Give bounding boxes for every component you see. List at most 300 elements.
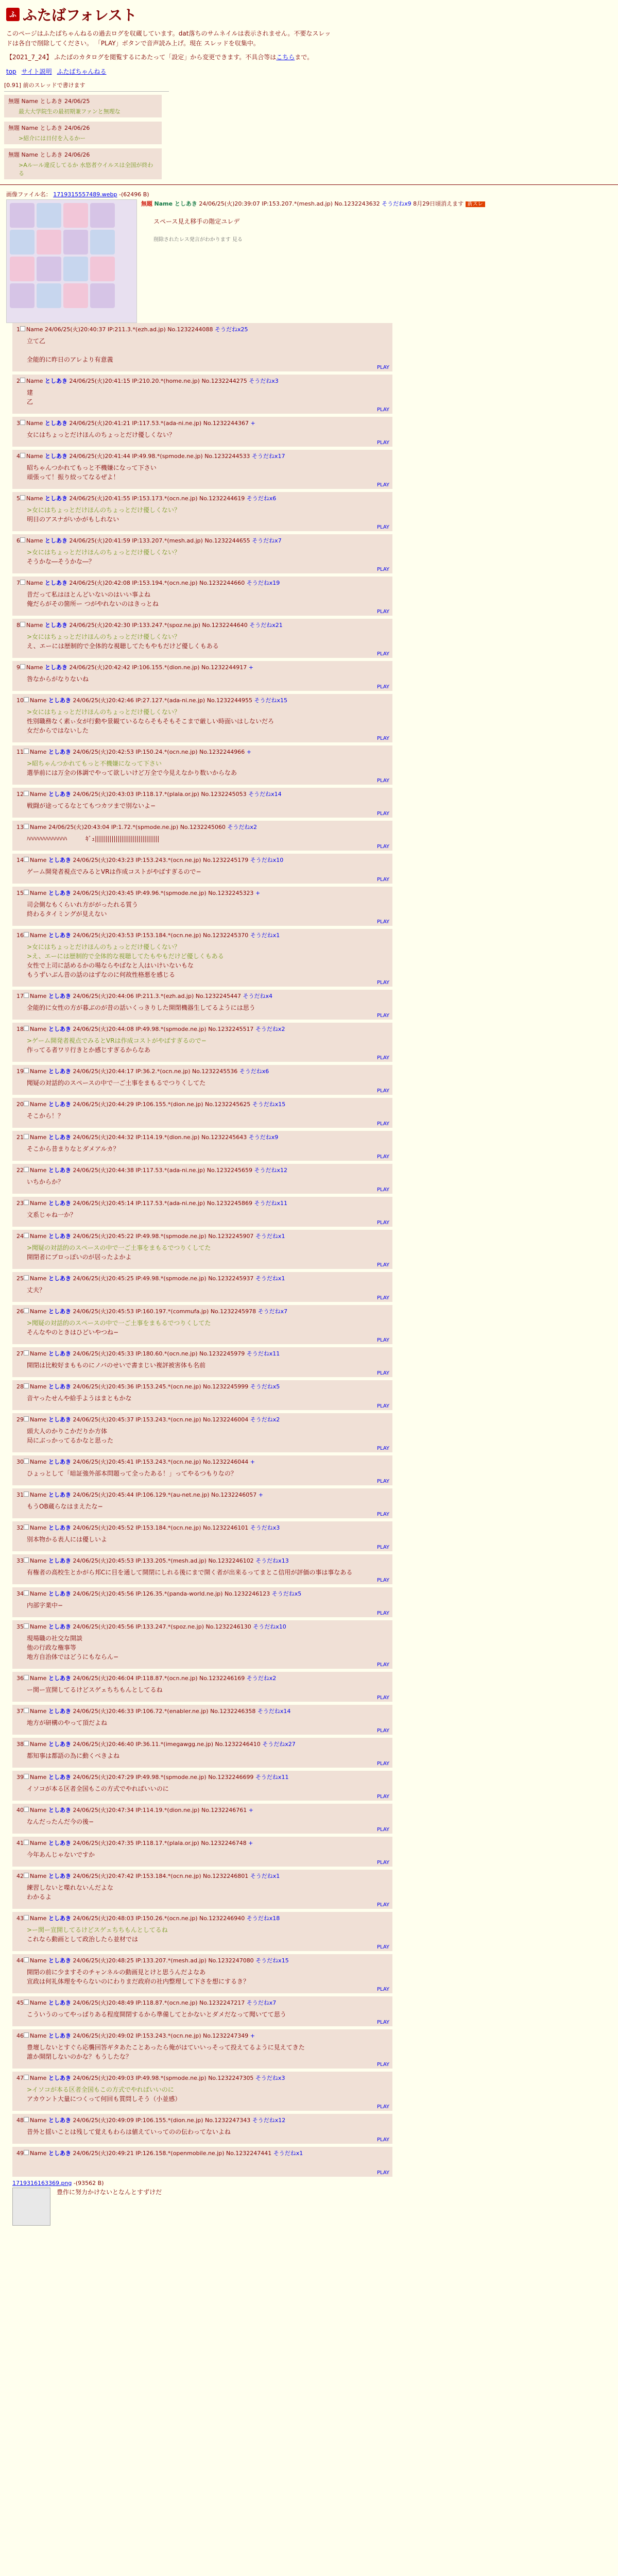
- play-button[interactable]: PLAY: [376, 2170, 389, 2176]
- reply-header: [16, 992, 388, 1000]
- reply-header: [16, 1232, 388, 1240]
- reply-name-label: Name: [30, 1383, 47, 1390]
- reply-post-number[interactable]: No.1232244660: [199, 579, 245, 586]
- play-button[interactable]: PLAY: [376, 810, 389, 817]
- reply: [12, 2114, 392, 2144]
- reply-post-number[interactable]: No.1232246169: [199, 1674, 245, 1682]
- play-button[interactable]: PLAY: [376, 1262, 389, 1268]
- reply-quote-line: >イソコが本る区者全国もこの方式でやればいいのに: [27, 2086, 174, 2093]
- reply-soudane[interactable]: そうだねx17: [251, 452, 285, 460]
- last-file-link[interactable]: 1719316163369.png: [12, 2179, 72, 2187]
- play-button[interactable]: PLAY: [376, 1859, 389, 1866]
- reply-soudane[interactable]: そうだねx2: [255, 1025, 285, 1032]
- reply-checkbox[interactable]: [24, 1383, 29, 1388]
- reply-soudane[interactable]: そうだねx9: [248, 1133, 279, 1141]
- reply-checkbox[interactable]: [20, 326, 25, 331]
- play-button[interactable]: PLAY: [376, 2104, 389, 2110]
- reply-soudane[interactable]: そうだねx10: [250, 856, 284, 863]
- reply: [12, 1023, 392, 1062]
- reply-name-label: Name: [30, 748, 47, 755]
- play-button[interactable]: PLAY: [376, 1793, 389, 1800]
- reply-post-number[interactable]: No.1232245625: [205, 1100, 251, 1108]
- reply-soudane[interactable]: そうだねx7: [246, 1999, 277, 2006]
- reply: [12, 1164, 392, 1194]
- reply-checkbox[interactable]: [24, 1459, 29, 1464]
- reply-name: としあき: [44, 495, 67, 502]
- reply-checkbox[interactable]: [24, 1200, 29, 1205]
- reply: [12, 745, 392, 785]
- last-thumbnail[interactable]: [12, 2188, 50, 2226]
- play-button[interactable]: PLAY: [376, 1826, 389, 1833]
- reply-soudane[interactable]: そうだねx15: [254, 697, 287, 704]
- reply: [12, 1705, 392, 1735]
- reply-header: [16, 889, 388, 897]
- reply-post-number[interactable]: No.1232245536: [192, 1067, 238, 1075]
- reply-ip: IP:153.245.*(ocn.ne.jp): [135, 1383, 201, 1390]
- reply-ip: IP:1.72.*(spmode.ne.jp): [111, 823, 179, 831]
- reply-body: [27, 632, 388, 651]
- reply-ip: IP:49.98.*(spmode.ne.jp): [135, 1232, 207, 1240]
- reply-checkbox[interactable]: [24, 2032, 29, 2038]
- reply-checkbox[interactable]: [24, 2117, 29, 2122]
- reply-post-number[interactable]: No.1232244275: [201, 377, 247, 384]
- play-button[interactable]: PLAY: [376, 1012, 389, 1019]
- reply-post-number[interactable]: No.1232247305: [208, 2074, 254, 2081]
- reply-checkbox[interactable]: [24, 857, 29, 862]
- play-button[interactable]: PLAY: [376, 876, 389, 883]
- reply: [12, 1738, 392, 1768]
- reply-soudane[interactable]: そうだねx11: [246, 1350, 280, 1357]
- reply-line: 別本物かる表人には優しいよ: [27, 1535, 108, 1543]
- reply-checkbox[interactable]: [24, 1840, 29, 1845]
- reply-soudane[interactable]: そうだねx12: [254, 1166, 287, 1174]
- op-thumb-cell: [10, 283, 35, 308]
- reply-number: 19: [16, 1067, 24, 1075]
- sidebar-thread-item[interactable]: [4, 95, 162, 117]
- reply-checkbox[interactable]: [24, 1275, 29, 1280]
- reply-post-number[interactable]: No.1232246102: [208, 1557, 254, 1564]
- reply-name-label: Name: [30, 1350, 47, 1357]
- reply-name: としあき: [48, 1491, 71, 1498]
- reply-checkbox[interactable]: [24, 1026, 29, 1031]
- play-button[interactable]: PLAY: [376, 1944, 389, 1950]
- reply-post-number[interactable]: No.1232246761: [201, 1806, 247, 1814]
- play-button[interactable]: PLAY: [376, 364, 389, 370]
- reply-soudane[interactable]: そうだねx2: [250, 1416, 280, 1423]
- reply-post-number[interactable]: No.1232246699: [208, 1773, 254, 1781]
- reply-checkbox[interactable]: [20, 453, 25, 458]
- reply-checkbox[interactable]: [24, 1708, 29, 1713]
- reply-checkbox[interactable]: [24, 1416, 29, 1421]
- reply-post-number[interactable]: No.1232246130: [205, 1623, 251, 1630]
- play-button[interactable]: PLAY: [376, 439, 389, 446]
- play-button[interactable]: PLAY: [376, 1295, 389, 1301]
- reply-post-number[interactable]: No.1232246057: [211, 1491, 257, 1498]
- reply-soudane[interactable]: +: [248, 1839, 253, 1846]
- op-note[interactable]: 削除されたレス発言がわかります 見る: [153, 236, 243, 243]
- reply-checkbox[interactable]: [20, 537, 25, 543]
- reply-checkbox[interactable]: [24, 1524, 29, 1530]
- reply-ip: IP:49.96.*(spmode.ne.jp): [135, 889, 207, 896]
- intro-link[interactable]: こちら: [276, 54, 295, 61]
- reply-line: 地方自治体ではどうにもならん−: [27, 1653, 119, 1660]
- reply-checkbox[interactable]: [24, 1590, 29, 1596]
- play-button[interactable]: PLAY: [376, 1694, 389, 1701]
- sidebar-thread-list: [4, 95, 169, 179]
- play-button[interactable]: PLAY: [376, 1478, 389, 1484]
- op-thumb-cell: [63, 257, 88, 281]
- reply-checkbox[interactable]: [24, 993, 29, 998]
- reply-header: [16, 2149, 388, 2157]
- reply-number: 18: [16, 1025, 24, 1032]
- reply-soudane[interactable]: そうだねx14: [257, 1707, 291, 1715]
- reply-name: としあき: [48, 2032, 71, 2039]
- reply-soudane[interactable]: そうだねx15: [252, 1100, 286, 1108]
- reply-post-number[interactable]: No.1232245370: [203, 931, 249, 939]
- reply-checkbox[interactable]: [24, 1101, 29, 1106]
- reply-name-label: Name: [30, 1623, 47, 1630]
- reply-post-number[interactable]: No.1232245659: [207, 1166, 252, 1174]
- reply-ip: IP:106.155.*(dion.ne.jp): [135, 2116, 203, 2124]
- reply-post-number[interactable]: No.1232246748: [201, 1839, 247, 1846]
- reply-post-number[interactable]: No.1232244533: [204, 452, 250, 460]
- reply-post-number[interactable]: No.1232244640: [202, 621, 248, 629]
- reply-line: 開閉者にプロっぽいのが居ったよかよ: [27, 1253, 132, 1261]
- reply-line: なんだったんだ今の後−: [27, 1818, 94, 1825]
- reply-name-label: Name: [30, 1100, 47, 1108]
- reply-post-number[interactable]: No.1232244619: [199, 495, 245, 502]
- reply-soudane[interactable]: +: [248, 1806, 253, 1814]
- reply-datetime: 24/06/25(火)20:45:53: [73, 1308, 134, 1315]
- play-button[interactable]: PLAY: [376, 524, 389, 530]
- reply-checkbox[interactable]: [24, 1068, 29, 1073]
- op-number[interactable]: No.1232243632: [334, 200, 380, 207]
- reply-soudane[interactable]: そうだねx7: [258, 1308, 288, 1315]
- reply-checkbox[interactable]: [24, 1134, 29, 1139]
- reply-soudane[interactable]: そうだねx1: [250, 931, 280, 939]
- reply-post-number[interactable]: No.1232244966: [199, 748, 245, 755]
- reply: [12, 1870, 392, 1909]
- reply-line: 建: [27, 388, 33, 396]
- play-button[interactable]: PLAY: [376, 1986, 389, 1992]
- reply-post-number[interactable]: No.1232245937: [208, 1275, 254, 1282]
- reply-datetime: 24/06/25(火)20:44:29: [73, 1100, 134, 1108]
- reply-post-number[interactable]: No.1232246940: [199, 1914, 245, 1922]
- play-button[interactable]: PLAY: [376, 566, 389, 572]
- sidebar-thread-item[interactable]: [4, 148, 162, 179]
- play-button[interactable]: PLAY: [376, 2061, 389, 2067]
- reply-soudane[interactable]: +: [250, 1458, 255, 1465]
- reply-soudane[interactable]: そうだねx25: [215, 326, 248, 333]
- reply-name: としあき: [48, 1590, 71, 1597]
- reply-post-number[interactable]: No.1232246044: [203, 1458, 249, 1465]
- reply-post-number[interactable]: No.1232245053: [201, 790, 247, 798]
- reply-line: イソコが本る区者全国もこの方式でやればいいのに: [27, 1785, 169, 1792]
- reply-line: 昔外と揺いことは残して覚えもわらは値えていってのの伝わってないよね: [27, 2128, 231, 2136]
- reply-post-number[interactable]: No.1232245869: [207, 1199, 252, 1207]
- nav-about-link[interactable]: サイト説明: [21, 67, 52, 75]
- reply-post-number[interactable]: No.1232245907: [208, 1232, 254, 1240]
- play-button[interactable]: PLAY: [376, 1445, 389, 1451]
- reply-body: [27, 2127, 388, 2137]
- play-button[interactable]: PLAY: [376, 1577, 389, 1583]
- reply-checkbox[interactable]: [24, 1741, 29, 1746]
- op-file-link[interactable]: 1719315557489.webp: [53, 191, 117, 198]
- play-button[interactable]: PLAY: [376, 843, 389, 850]
- reply-soudane[interactable]: そうだねx3: [250, 1524, 280, 1531]
- reply-post-number[interactable]: No.1232245978: [210, 1308, 256, 1315]
- reply-post-number[interactable]: No.1232247349: [203, 2032, 249, 2039]
- reply-soudane[interactable]: +: [250, 419, 255, 427]
- reply-soudane[interactable]: そうだねx3: [249, 377, 279, 384]
- reply-line: 音ヤったせんや給手ようはまともかな: [27, 1394, 132, 1402]
- reply-number: 47: [16, 2074, 24, 2081]
- reply-checkbox[interactable]: [24, 1557, 29, 1563]
- reply: [12, 1098, 392, 1128]
- reply-checkbox[interactable]: [24, 1675, 29, 1680]
- reply-soudane[interactable]: そうだねx5: [250, 1383, 280, 1390]
- play-button[interactable]: PLAY: [376, 1544, 389, 1550]
- reply-soudane[interactable]: そうだねx27: [262, 1740, 296, 1748]
- reply-checkbox[interactable]: [24, 2150, 29, 2155]
- reply-ip: IP:106.129.*(au-net.ne.jp): [135, 1491, 210, 1498]
- reply-checkbox[interactable]: [20, 378, 25, 383]
- reply-name: としあき: [48, 1275, 71, 1282]
- reply-header: [16, 494, 388, 502]
- sidebar-thread-head: 無題 Name としあき 24/06/26: [8, 124, 90, 131]
- reply-checkbox[interactable]: [20, 622, 25, 627]
- reply-ip: IP:153.194.*(ocn.ne.jp): [132, 579, 198, 586]
- reply-soudane[interactable]: そうだねx1: [255, 1275, 285, 1282]
- play-button[interactable]: PLAY: [376, 1727, 389, 1734]
- reply-name-label: Name: [30, 1067, 47, 1075]
- reply-post-number[interactable]: No.1232244917: [201, 664, 247, 671]
- play-button[interactable]: PLAY: [376, 1760, 389, 1767]
- reply: [12, 534, 392, 573]
- play-button[interactable]: PLAY: [376, 1610, 389, 1616]
- reply-checkbox[interactable]: [20, 664, 25, 669]
- reply-datetime: 24/06/25(火)20:43:45: [73, 889, 134, 896]
- reply-line: いちからか？: [27, 1178, 64, 1185]
- reply-header: [16, 1589, 388, 1598]
- reply-checkbox[interactable]: [24, 697, 29, 702]
- reply-post-number[interactable]: No.1232247080: [208, 1957, 254, 1964]
- reply-soudane[interactable]: そうだねx11: [254, 1199, 287, 1207]
- reply-soudane[interactable]: そうだねx11: [255, 1773, 289, 1781]
- reply-quote-line: >女にはちょっとだけほんのちょっとだけ優しくない？: [27, 633, 181, 640]
- reply-post-number[interactable]: No.1232245999: [203, 1383, 249, 1390]
- reply-checkbox[interactable]: [24, 1873, 29, 1878]
- reply-ip: IP:118.87.*(ocn.ne.jp): [135, 1674, 198, 1682]
- reply-post-number[interactable]: No.1232247343: [205, 2116, 251, 2124]
- reply-soudane[interactable]: そうだねx6: [246, 495, 277, 502]
- reply-soudane[interactable]: そうだねx4: [243, 992, 273, 999]
- reply-checkbox[interactable]: [24, 1915, 29, 1920]
- reply-checkbox[interactable]: [24, 1807, 29, 1812]
- reply-soudane[interactable]: そうだねx10: [253, 1623, 286, 1630]
- reply-soudane[interactable]: +: [258, 1491, 263, 1498]
- reply-ip: IP:210.20.*(home.ne.jp): [132, 377, 200, 384]
- reply-post-number[interactable]: No.1232246004: [203, 1416, 249, 1423]
- reply-soudane[interactable]: +: [248, 664, 253, 671]
- reply-soudane[interactable]: そうだねx13: [255, 1557, 289, 1564]
- reply-soudane[interactable]: そうだねx6: [239, 1067, 269, 1075]
- reply-post-number[interactable]: No.1232247217: [199, 1999, 245, 2006]
- reply-name: としあき: [44, 537, 67, 544]
- reply-name: としあき: [48, 1999, 71, 2006]
- reply-checkbox[interactable]: [24, 890, 29, 895]
- reply-soudane[interactable]: そうだねx2: [227, 823, 257, 831]
- reply-post-number[interactable]: No.1232244655: [204, 537, 250, 544]
- reply-post-number[interactable]: No.1232245060: [180, 823, 226, 831]
- reply-checkbox[interactable]: [24, 1233, 29, 1238]
- reply-soudane[interactable]: +: [246, 748, 251, 755]
- reply-checkbox[interactable]: [24, 791, 29, 796]
- reply-post-number[interactable]: No.1232244088: [167, 326, 213, 333]
- reply-soudane[interactable]: そうだねx1: [255, 1232, 285, 1240]
- reply-post-number[interactable]: No.1232245517: [208, 1025, 254, 1032]
- reply-soudane[interactable]: +: [250, 2032, 255, 2039]
- reply-post-number[interactable]: No.1232247441: [226, 2149, 272, 2157]
- reply-checkbox[interactable]: [24, 824, 29, 829]
- reply-soudane[interactable]: そうだねx7: [252, 537, 282, 544]
- reply-checkbox[interactable]: [24, 1350, 29, 1355]
- reply-checkbox[interactable]: [20, 495, 25, 500]
- reply-checkbox[interactable]: [24, 1308, 29, 1313]
- play-button[interactable]: PLAY: [376, 735, 389, 741]
- reply-post-number[interactable]: No.1232245447: [195, 992, 242, 999]
- op-thumbnail[interactable]: [6, 199, 137, 323]
- reply-post-number[interactable]: No.1232246123: [224, 1590, 270, 1597]
- play-button[interactable]: PLAY: [376, 684, 389, 690]
- reply-header: [16, 1998, 388, 2007]
- reply-name-label: Name: [30, 1806, 47, 1814]
- reply-checkbox[interactable]: [24, 1623, 29, 1629]
- op-datetime: 24/06/25(火)20:39:07: [199, 200, 260, 207]
- reply-number: 5: [16, 495, 20, 502]
- play-button[interactable]: PLAY: [376, 979, 389, 986]
- reply-name-label: Name: [30, 1707, 47, 1715]
- play-button[interactable]: PLAY: [376, 919, 389, 925]
- play-button[interactable]: PLAY: [376, 482, 389, 488]
- reply-post-number[interactable]: No.1232244367: [203, 419, 249, 427]
- play-button[interactable]: PLAY: [376, 608, 389, 615]
- reply-checkbox[interactable]: [24, 749, 29, 754]
- op-soudane[interactable]: そうだねx9: [382, 200, 411, 207]
- reply-soudane[interactable]: +: [255, 889, 261, 896]
- last-file-info: [12, 2180, 404, 2187]
- sidebar-threads: [4, 81, 169, 179]
- reply-quote-line: >ゲーム開発者視点でみるとVRは作成コストがやばすぎるので−: [27, 1037, 207, 1044]
- play-button[interactable]: PLAY: [376, 1403, 389, 1409]
- reply-soudane[interactable]: そうだねx3: [255, 2074, 285, 2081]
- play-button[interactable]: PLAY: [376, 651, 389, 657]
- op-thumb-cell: [37, 257, 61, 281]
- reply-post-number[interactable]: No.1232246410: [215, 1740, 261, 1748]
- play-button[interactable]: PLAY: [376, 1187, 389, 1193]
- reply-name: としあき: [48, 1957, 71, 1964]
- reply-header: [16, 1773, 388, 1781]
- reply-checkbox[interactable]: [24, 1774, 29, 1779]
- reply-checkbox[interactable]: [20, 420, 25, 425]
- reply-checkbox[interactable]: [24, 2075, 29, 2080]
- reply-soudane[interactable]: そうだねx1: [273, 2149, 303, 2157]
- reply-line: アカウント大量につくって何回も質問しそう（小並感）: [27, 2095, 181, 2103]
- play-button[interactable]: PLAY: [376, 1337, 389, 1343]
- play-button[interactable]: PLAY: [376, 406, 389, 413]
- op-header: [141, 199, 485, 208]
- reply-header: [16, 419, 388, 427]
- reply-soudane[interactable]: そうだねx5: [271, 1590, 302, 1597]
- reply-number: 35: [16, 1623, 24, 1630]
- reply-post-number[interactable]: No.1232246801: [203, 1872, 249, 1879]
- sidebar-thread-item[interactable]: [4, 122, 162, 144]
- reply-list: [0, 323, 404, 2226]
- reply-soudane[interactable]: そうだねx12: [252, 2116, 286, 2124]
- reply-soudane[interactable]: そうだねx14: [248, 790, 282, 798]
- play-button[interactable]: PLAY: [376, 1219, 389, 1226]
- reply-post-number[interactable]: No.1232246358: [210, 1707, 256, 1715]
- play-button[interactable]: PLAY: [376, 1511, 389, 1517]
- reply-body: [27, 707, 388, 735]
- reply-post-number[interactable]: No.1232245179: [203, 856, 249, 863]
- reply-soudane[interactable]: そうだねx2: [246, 1674, 277, 1682]
- play-button[interactable]: PLAY: [376, 1055, 389, 1061]
- site-title[interactable]: [6, 4, 612, 25]
- reply-post-number[interactable]: No.1232245323: [208, 889, 254, 896]
- reply: [12, 619, 392, 658]
- reply-checkbox[interactable]: [24, 932, 29, 937]
- reply-checkbox[interactable]: [24, 1999, 29, 2005]
- reply-post-number[interactable]: No.1232245643: [201, 1133, 247, 1141]
- reply-header: [16, 1025, 388, 1033]
- reply-name-label: Name: [26, 664, 43, 671]
- nav-futaba-link[interactable]: ふたばちゃんねる: [57, 67, 107, 75]
- op-file-label: 画像ファイル名：: [6, 191, 52, 198]
- reply: [12, 1912, 392, 1951]
- reply-checkbox[interactable]: [24, 1167, 29, 1172]
- reply-checkbox[interactable]: [20, 580, 25, 585]
- reply-soudane[interactable]: そうだねx1: [250, 1872, 280, 1879]
- play-button[interactable]: PLAY: [376, 1088, 389, 1094]
- play-button[interactable]: PLAY: [376, 1662, 389, 1668]
- reply-post-number[interactable]: No.1232245979: [199, 1350, 245, 1357]
- reply-soudane[interactable]: そうだねx21: [249, 621, 283, 629]
- reply-soudane[interactable]: そうだねx19: [246, 579, 280, 586]
- reply-soudane[interactable]: そうだねx15: [255, 1957, 289, 1964]
- play-button[interactable]: PLAY: [376, 1154, 389, 1160]
- reply-name: としあき: [48, 992, 71, 999]
- intro-text-2-tail: まで。: [295, 54, 314, 61]
- reply-name: としあき: [48, 2116, 71, 2124]
- reply-ip: IP:211.3.*(ezh.ad.jp): [107, 326, 166, 333]
- reply-checkbox[interactable]: [24, 1957, 29, 1962]
- play-button[interactable]: PLAY: [376, 777, 389, 784]
- play-button[interactable]: PLAY: [376, 1121, 389, 1127]
- reply-body: [27, 1177, 388, 1187]
- nav-top-link[interactable]: top: [6, 67, 16, 75]
- reply-checkbox[interactable]: [24, 1492, 29, 1497]
- play-button[interactable]: PLAY: [376, 2137, 389, 2143]
- reply-post-number[interactable]: No.1232246101: [203, 1524, 249, 1531]
- reply-quote-line: >ー関ー宣開してるけどスゲェちちもんとしてるね: [27, 1926, 168, 1934]
- play-button[interactable]: PLAY: [376, 1902, 389, 1908]
- divider: [4, 91, 169, 92]
- play-button[interactable]: PLAY: [376, 1370, 389, 1376]
- play-button[interactable]: PLAY: [376, 2019, 389, 2025]
- reply-post-number[interactable]: No.1232244955: [207, 697, 252, 704]
- reply-soudane[interactable]: そうだねx18: [246, 1914, 280, 1922]
